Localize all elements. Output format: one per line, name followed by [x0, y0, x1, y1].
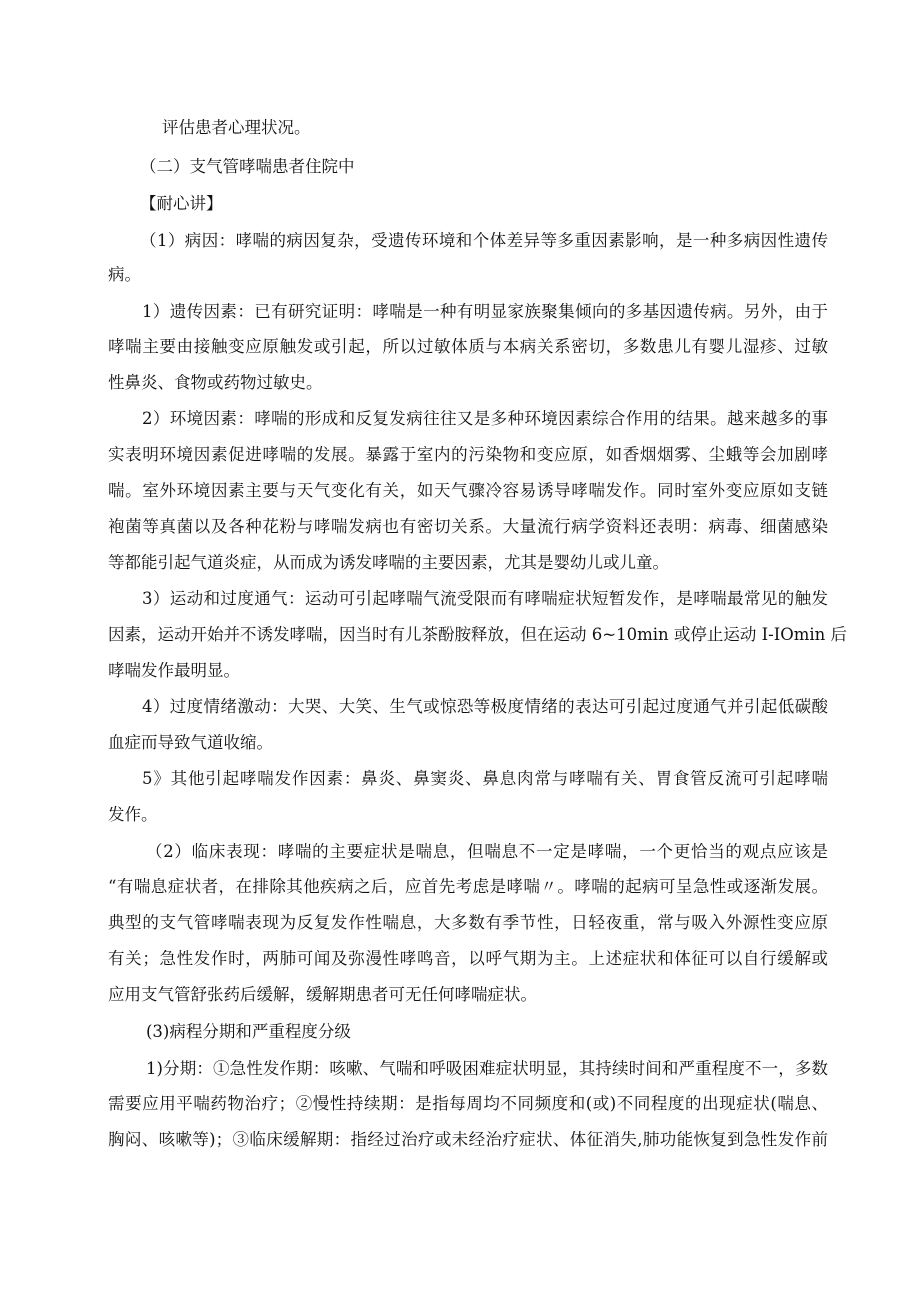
paragraph-line: 评估患者心理状况。 [162, 118, 311, 137]
paragraph-line: 因素，运动开始并不诱发哮喘，因当时有儿茶酚胺释放，但在运动 6~10min 或停止运动 I-IOmin 后 [108, 625, 848, 644]
paragraph-line: “有喘息症状者，在排除其他疾病之后，应首先考虑是哮喘〃。哮喘的起病可呈急性或逐渐发展。 [108, 877, 828, 896]
paragraph-line: 有关；急性发作时，两肺可闻及弥漫性哮鸣音，以呼气期为主。上述症状和体征可以自行缓解或 [108, 949, 828, 968]
section-heading: (3)病程分期和严重程度分级 [146, 1022, 351, 1041]
paragraph-line: 袍菌等真菌以及各种花粉与哮喘发病也有密切关系。大量流行病学资料还表明：病毒、细菌感染 [108, 517, 828, 536]
paragraph-line: 1）遗传因素：已有研究证明：哮喘是一种有明显家族聚集倾向的多基因遗传病。另外，由于 [142, 302, 828, 321]
paragraph-line: 2）环境因素：哮喘的形成和反复发病往往又是多种环境因素综合作用的结果。越来越多的事 [142, 409, 828, 428]
paragraph-line: 1)分期：①急性发作期：咳嗽、气喘和呼吸困难症状明显，其持续时间和严重程度不一，多数 [146, 1059, 828, 1078]
paragraph-line: 等都能引起气道炎症，从而成为诱发哮喘的主要因素，尤其是婴幼儿或儿童。 [108, 553, 669, 572]
paragraph-line: （1）病因：哮喘的病因复杂，受遗传环境和个体差异等多重因素影响，是一种多病因性遗传 [140, 231, 828, 250]
paragraph-line: 病。 [108, 265, 141, 284]
paragraph-line: 血症而导致气道收缩。 [108, 733, 273, 752]
paragraph-line: 应用支气管舒张药后缓解，缓解期患者可无任何哮喘症状。 [108, 985, 537, 1004]
paragraph-line: 4）过度情绪激动：大哭、大笑、生气或惊恐等极度情绪的表达可引起过度通气并引起低碳酸 [142, 697, 828, 716]
paragraph-line: 胸闷、咳嗽等)；③临床缓解期：指经过治疗或未经治疗症状、体征消失,肺功能恢复到急性发作前 [108, 1130, 828, 1149]
section-heading: （二）支气管哮喘患者住院中 [140, 157, 355, 176]
paragraph-line: 实表明环境因素促进哮喘的发展。暴露于室内的污染物和变应原，如香烟烟雾、尘蛾等会加剧哮 [108, 445, 828, 464]
subheading: 【耐心讲】 [140, 194, 223, 213]
paragraph-line: 性鼻炎、食物或药物过敏史。 [108, 373, 323, 392]
paragraph-line: 哮喘主要由接触变应原触发或引起，所以过敏体质与本病关系密切，多数患儿有婴儿湿疹、过敏 [108, 337, 828, 356]
paragraph-line: 需要应用平喘药物治疗；②慢性持续期：是指每周均不同频度和(或)不同程度的出现症状(喘息、 [108, 1094, 828, 1113]
paragraph-line: 5》其他引起哮喘发作因素：鼻炎、鼻窦炎、鼻息肉常与哮喘有关、胃食管反流可引起哮喘 [142, 769, 828, 788]
paragraph-line: 哮喘发作最明显。 [108, 661, 240, 680]
paragraph-line: 喘。室外环境因素主要与天气变化有关，如天气骤冷容易诱导哮喘发作。同时室外变应原如支链 [108, 481, 828, 500]
paragraph-line: 发作。 [108, 805, 158, 824]
paragraph-line: 典型的支气管哮喘表现为反复发作性喘息，大多数有季节性，日轻夜重，常与吸入外源性变应原 [108, 913, 828, 932]
paragraph-line: 3）运动和过度通气：运动可引起哮喘气流受限而有哮喘症状短暂发作，是哮喘最常见的触发 [142, 589, 828, 608]
paragraph-line: （2）临床表现：哮喘的主要症状是喘息，但喘息不一定是哮喘，一个更恰当的观点应该是 [146, 842, 828, 861]
